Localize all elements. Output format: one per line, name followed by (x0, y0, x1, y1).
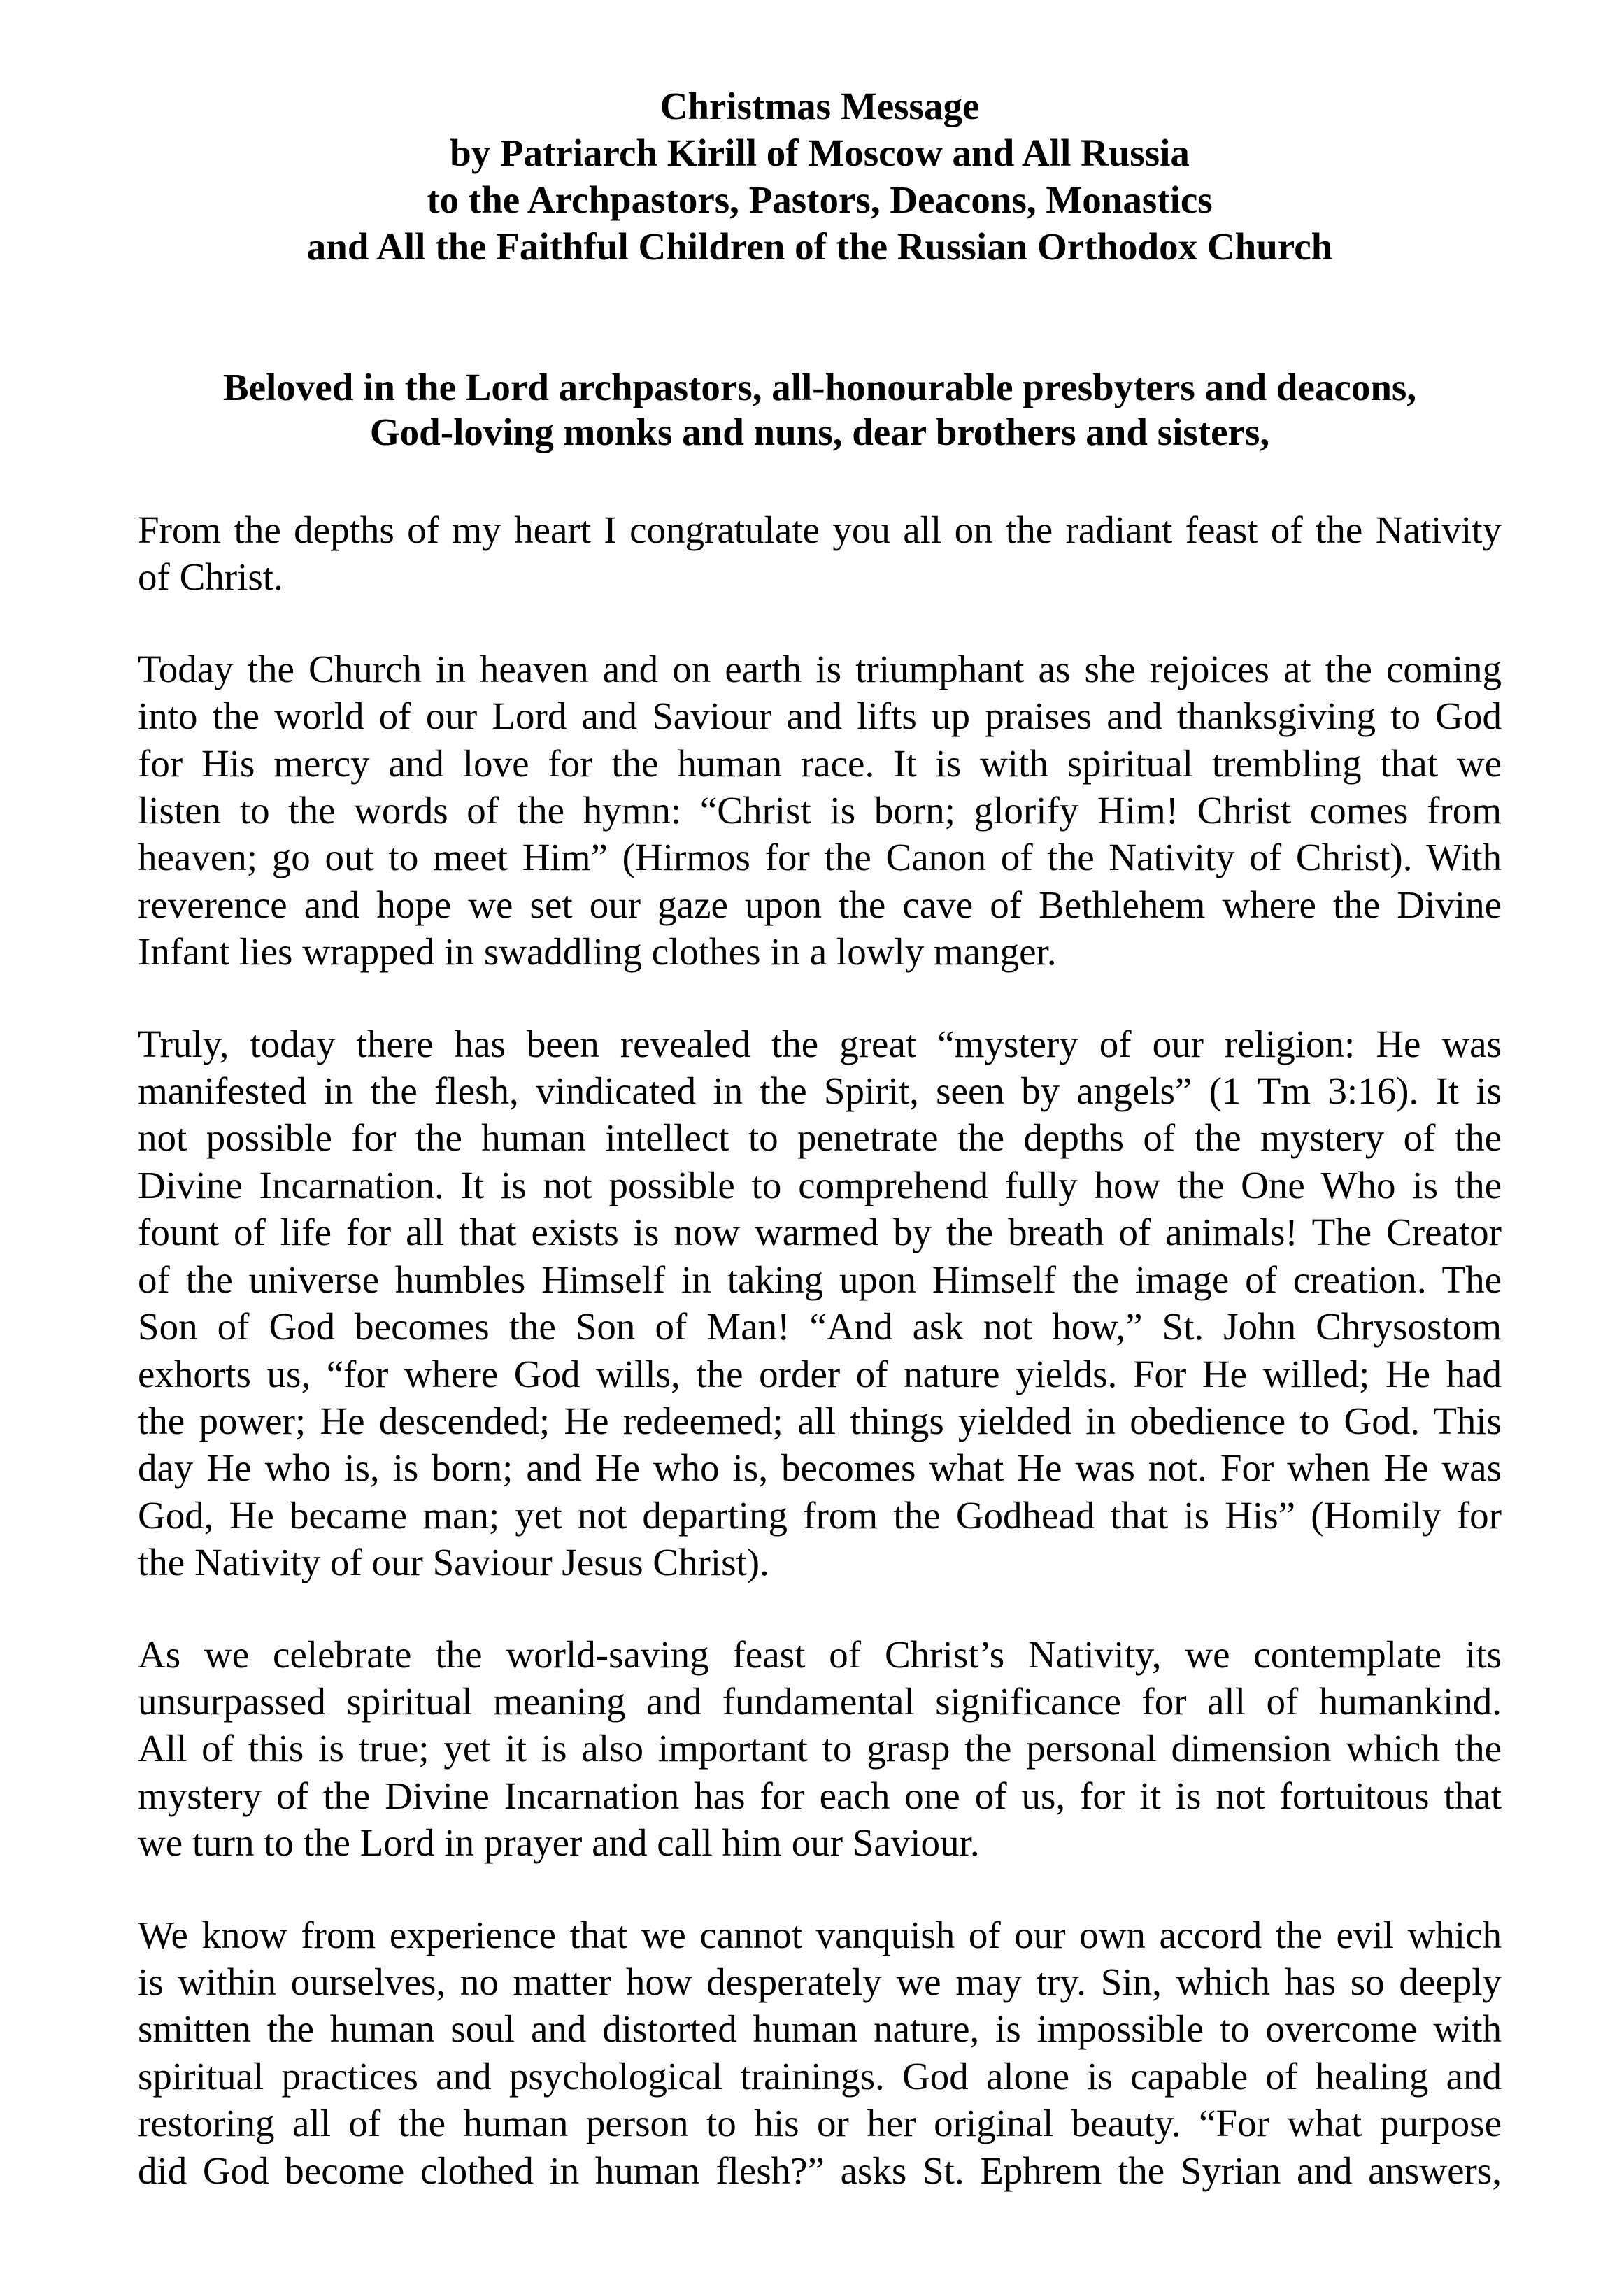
paragraph (138, 1020, 1502, 1586)
paragraph-line: we turn to the Lord in prayer and call him our Saviour. (138, 1821, 980, 1865)
paragraph (138, 646, 1502, 976)
paragraph-line: spiritual practices and psychological trainings. God alone is capable of healing and (138, 2054, 1502, 2098)
paragraph-line: mystery of the Divine Incarnation has for each one of us, for it is not fortuitous that (138, 1774, 1502, 1817)
paragraph-line: heaven; go out to meet Him” (Hirmos for the Canon of the Nativity of Christ). With (138, 836, 1502, 879)
paragraph-line: day He who is, is born; and He who is, becomes what He was not. For when He was (138, 1446, 1502, 1490)
paragraph-line: is within ourselves, no matter how desperately we may try. Sin, which has so deeply (138, 1960, 1502, 2003)
paragraph-line: into the world of our Lord and Saviour and lifts up praises and thanksgiving to God (138, 695, 1502, 738)
paragraph-line: listen to the words of the hymn: “Christ is born; glorify Him! Christ comes from (138, 789, 1502, 832)
paragraph-line: We know from experience that we cannot vanquish of our own accord the evil which (138, 1913, 1502, 1956)
title-line: Christmas Message (660, 85, 980, 127)
paragraph-line: Son of God becomes the Son of Man! “And ask not how,” St. John Chrysostom (138, 1305, 1502, 1348)
paragraph-line: did God become clothed in human flesh?” asks St. Ephrem the Syrian and answers, (138, 2149, 1502, 2192)
paragraph-line: As we celebrate the world-saving feast of Christ’s Nativity, we contemplate its (138, 1632, 1502, 1676)
paragraph-line: the power; He descended; He redeemed; all things yielded in obedience to God. This (138, 1399, 1502, 1442)
title-line-addressees: to the Archpastors, Pastors, Deacons, Monastics (427, 178, 1213, 221)
paragraph-line: reverence and hope we set our gaze upon the cave of Bethlehem where the Divine (138, 883, 1502, 926)
paragraph (138, 506, 1502, 601)
paragraph-line: the Nativity of our Saviour Jesus Christ). (138, 1541, 769, 1584)
paragraph-line: Today the Church in heaven and on earth is triumphant as she rejoices at the coming (138, 647, 1502, 690)
paragraph-line: restoring all of the human person to his or her original beauty. “For what purpose (138, 2102, 1502, 2145)
salutation (138, 365, 1502, 455)
salutation-line: God-loving monks and nuns, dear brothers and sisters, (369, 411, 1270, 453)
title-line-addressees-continued: and All the Faithful Children of the Russian Orthodox Church (306, 225, 1333, 268)
paragraph-line: From the depths of my heart I congratulate you all on the radiant feast of the Nativity (138, 508, 1502, 551)
paragraph-line: smitten the human soul and distorted human nature, is impossible to overcome with (138, 2007, 1502, 2051)
title-line-author: by Patriarch Kirill of Moscow and All Russia (450, 131, 1190, 174)
paragraph-line: of the universe humbles Himself in taking upon Himself the image of creation. The (138, 1258, 1502, 1301)
paragraph-line: exhorts us, “for where God wills, the order of nature yields. For He willed; He had (138, 1352, 1502, 1395)
paragraph-line: Divine Incarnation. It is not possible to comprehend fully how the One Who is the (138, 1163, 1502, 1206)
paragraph (138, 1912, 1502, 2194)
paragraph-line: of Christ. (138, 555, 283, 599)
paragraph-line: unsurpassed spiritual meaning and fundamental significance for all of humankind. (138, 1679, 1502, 1723)
paragraph-line: Infant lies wrapped in swaddling clothes in a lowly manger. (138, 930, 1057, 974)
paragraph-line: God, He became man; yet not departing from the Godhead that is His” (Homily for (138, 1493, 1502, 1537)
paragraph (138, 1631, 1502, 1867)
paragraph-line: fount of life for all that exists is now warmed by the breath of animals! The Creator (138, 1211, 1502, 1254)
paragraph-line: Truly, today there has been revealed the great “mystery of our religion: He was (138, 1022, 1502, 1065)
salutation-line: Beloved in the Lord archpastors, all-honourable presbyters and deacons, (222, 366, 1417, 408)
paragraph-line: All of this is true; yet it is also important to grasp the personal dimension which the (138, 1727, 1502, 1770)
document-title (138, 83, 1502, 270)
message-body (138, 506, 1502, 2239)
paragraph-line: for His mercy and love for the human race. It is with spiritual trembling that we (138, 741, 1502, 785)
paragraph-line: not possible for the human intellect to penetrate the depths of the mystery of the (138, 1116, 1502, 1160)
paragraph-line: manifested in the flesh, vindicated in the Spirit, seen by angels” (1 Tm 3:16). It is (138, 1069, 1502, 1113)
